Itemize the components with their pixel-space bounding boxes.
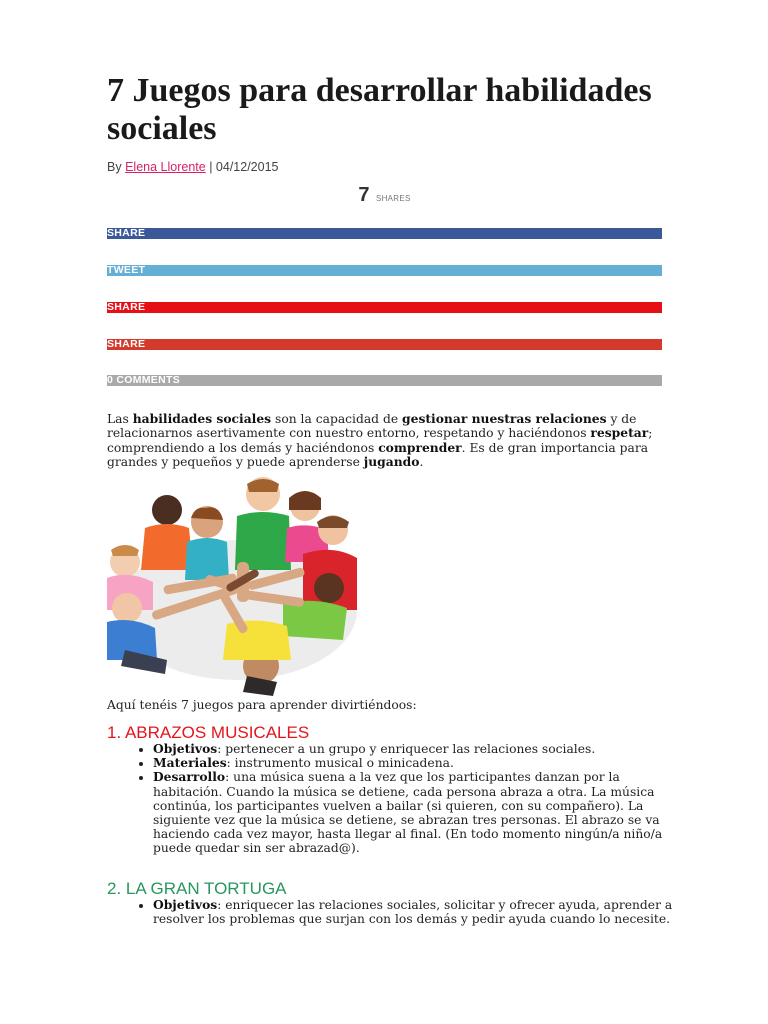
pinterest-share-button[interactable]: [107, 302, 662, 313]
intro-text: .: [419, 454, 424, 469]
list-item: [153, 742, 679, 756]
twitter-tweet-button[interactable]: [107, 265, 662, 276]
item-label: Objetivos: [153, 897, 218, 912]
intro-paragraph: [107, 412, 662, 469]
share-count: 7: [358, 184, 370, 206]
item-text: : una música suena a la vez que los participantes danzan por la habitación. Cuando la música se detiene, cada persona abraza a otra. La música continúa, los participantes vuelven a bailar (si quieren, con su compañero). La siguiente vez que la música se detiene, se abrazan tres personas. El abrazo se va haciendo cada vez mayor, hasta llegar al final. (En todo momento ningún/a niño/a puede quedar sin ser abrazad@).: [153, 770, 663, 856]
facebook-share-label: SHARE: [107, 228, 146, 239]
intro-bold-term: gestionar nuestras relaciones: [402, 411, 607, 426]
comments-label: 0 COMMENTS: [107, 375, 181, 386]
list-item: [153, 898, 679, 926]
intro-text: Las: [107, 412, 133, 426]
twitter-tweet-label: TWEET: [107, 265, 146, 276]
list-item: [153, 770, 679, 855]
item-text: : pertenecer a un grupo y enriquecer las relaciones sociales.: [217, 742, 596, 756]
google-plus-share-button[interactable]: [107, 339, 662, 350]
intro-text: y de relacionarnos asertivamente con nuestro entorno, respetando y haciéndonos: [107, 412, 637, 441]
item-label: Objetivos: [153, 741, 218, 756]
intro-bold-term: jugando: [363, 453, 420, 469]
google-plus-share-label: SHARE: [107, 339, 146, 350]
intro-bold-term: habilidades sociales: [132, 411, 272, 426]
item-text: : enriquecer las relaciones sociales, solicitar y ofrecer ayuda, aprender a resolver los problemas que surjan con los demás y pedir ayuda cuando lo necesite.: [153, 898, 673, 927]
byline: [107, 160, 278, 174]
share-counter: [107, 184, 662, 207]
share-count-label: SHARES: [375, 194, 411, 203]
facebook-share-button[interactable]: [107, 228, 662, 239]
section-list: [133, 742, 679, 856]
games-intro-text: Aquí tenéis 7 juegos para aprender divirtiéndoos:: [107, 698, 417, 712]
page-title: 7 Juegos para desarrollar habilidades sociales: [107, 72, 652, 147]
pinterest-share-label: SHARE: [107, 302, 146, 313]
publish-date: 04/12/2015: [215, 160, 279, 174]
list-item: [153, 756, 679, 770]
section-heading: 1. ABRAZOS MUSICALES: [107, 723, 310, 742]
byline-separator: |: [209, 160, 213, 174]
children-stacking-hands-photo: [107, 470, 359, 698]
section-list: [133, 898, 679, 926]
section-heading: 2. LA GRAN TORTUGA: [107, 879, 287, 898]
item-text: : instrumento musical o minicadena.: [226, 756, 454, 771]
author-link[interactable]: Elena Llorente: [125, 160, 206, 174]
intro-text: son la capacidad de: [271, 412, 403, 426]
intro-text: ; comprendiendo a los demás y haciéndonos: [107, 426, 653, 455]
comments-button[interactable]: [107, 375, 662, 386]
byline-prefix: By: [107, 160, 122, 174]
intro-text: . Es de gran importancia para grandes y pequeños y puede aprenderse: [107, 440, 649, 469]
item-label: Desarrollo: [153, 769, 226, 785]
intro-bold-term: respetar: [590, 425, 649, 441]
intro-bold-term: comprender: [378, 439, 462, 455]
item-label: Materiales: [153, 755, 227, 771]
